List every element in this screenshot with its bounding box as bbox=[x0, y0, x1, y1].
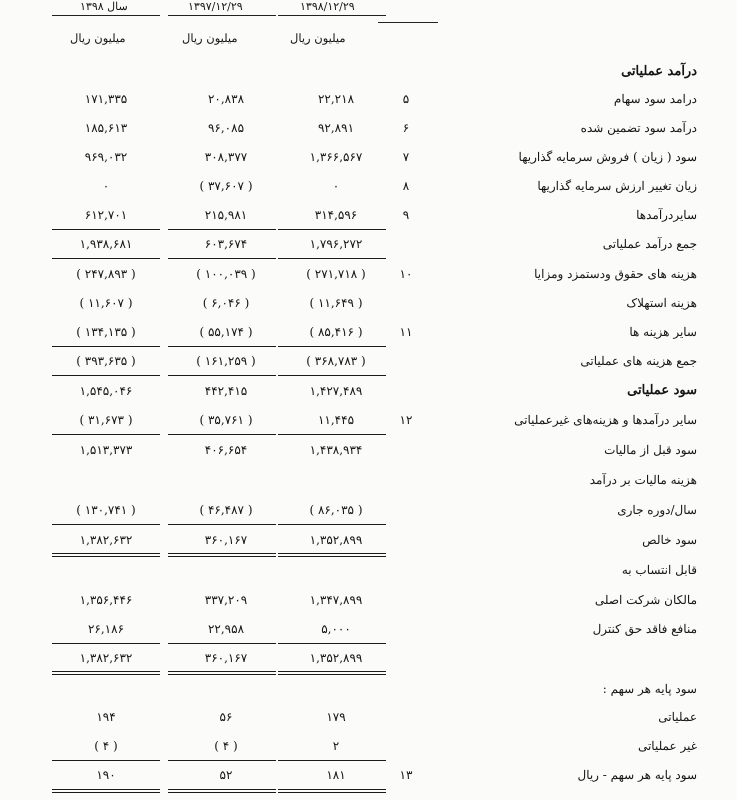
double-rule bbox=[278, 553, 386, 554]
row-label: درآمد عملیاتی bbox=[621, 64, 697, 79]
row-label: سود ( زیان ) فروش سرمایه گذاریها bbox=[518, 150, 697, 164]
value-1398-12-29: ( ۳۶۸,۷۸۳ ) bbox=[306, 354, 366, 368]
unit-label-3: میلیون ریال bbox=[290, 31, 346, 45]
value-1398-12-29: ۱,۴۳۸,۹۳۴ bbox=[309, 443, 363, 457]
subtotal-rule bbox=[52, 346, 160, 347]
value-1398-12-29: ۱,۳۶۶,۵۶۷ bbox=[309, 150, 363, 164]
double-rule bbox=[278, 671, 386, 672]
value-1398: ( ۱۳۴,۱۳۵ ) bbox=[76, 325, 136, 339]
note-number: ۱۰ bbox=[399, 267, 413, 281]
double-rule bbox=[52, 792, 160, 793]
row-dividend-income bbox=[0, 87, 737, 111]
row-attributable-heading bbox=[0, 558, 737, 582]
value-1398: ۱۸۵,۶۱۳ bbox=[84, 121, 128, 135]
value-1398: ۱,۵۱۳,۳۷۳ bbox=[79, 443, 133, 457]
row-label: هزینه مالیات بر درآمد bbox=[589, 473, 697, 487]
double-rule bbox=[168, 674, 276, 675]
value-1398: ( ۱۳۰,۷۴۱ ) bbox=[76, 503, 136, 517]
value-1398-12-29: ۱,۳۵۲,۸۹۹ bbox=[309, 651, 363, 665]
row-eps-total bbox=[0, 763, 737, 787]
value-1398-12-29: ۲۲,۲۱۸ bbox=[317, 92, 355, 106]
double-rule bbox=[278, 789, 386, 790]
value-1398: ۶۱۲,۷۰۱ bbox=[84, 208, 128, 222]
note-number: ۶ bbox=[402, 121, 410, 135]
value-1398: ۲۶,۱۸۶ bbox=[87, 622, 125, 636]
value-1397-12-29: ۳۶۰,۱۶۷ bbox=[204, 533, 248, 547]
subtotal-rule bbox=[168, 760, 276, 761]
subtotal-rule bbox=[168, 346, 276, 347]
row-label: سود پایه هر سهم : bbox=[602, 682, 697, 696]
value-1397-12-29: ( ۴۶,۴۸۷ ) bbox=[199, 503, 253, 517]
value-1397-12-29: ۳۶۰,۱۶۷ bbox=[204, 651, 248, 665]
row-label: سود قبل از مالیات bbox=[604, 443, 697, 457]
value-1397-12-29: ۴۰۶,۶۵۴ bbox=[204, 443, 248, 457]
row-label: هزینه های حقوق ودستمزد ومزایا bbox=[534, 267, 697, 281]
value-1398: ( ۴ ) bbox=[94, 739, 118, 753]
value-1398-12-29: ( ۸۶,۰۳۵ ) bbox=[309, 503, 363, 517]
value-1398-12-29: ۲ bbox=[332, 739, 340, 753]
row-label: سود پایه هر سهم - ریال bbox=[577, 768, 697, 782]
value-1398: ۱۷۱,۳۳۵ bbox=[84, 92, 128, 106]
value-1398: ( ۳۹۳,۶۳۵ ) bbox=[76, 354, 136, 368]
subtotal-rule bbox=[52, 760, 160, 761]
total-rule bbox=[52, 375, 160, 376]
value-1398: ۱۹۰ bbox=[96, 768, 116, 782]
subtotal-rule bbox=[278, 524, 386, 525]
value-1398-12-29: ۱,۳۵۲,۸۹۹ bbox=[309, 533, 363, 547]
value-1398-12-29: ۱,۳۴۷,۸۹۹ bbox=[309, 593, 363, 607]
double-rule bbox=[52, 789, 160, 790]
value-1398: ۱,۳۸۲,۶۳۲ bbox=[79, 651, 133, 665]
row-label: قابل انتساب به bbox=[621, 563, 697, 577]
value-1397-12-29: ( ۱۶۱,۲۵۹ ) bbox=[196, 354, 256, 368]
value-1398-12-29: ۵,۰۰۰ bbox=[321, 622, 351, 636]
value-1398: ۱,۹۳۸,۶۸۱ bbox=[79, 237, 133, 251]
row-parent-owners bbox=[0, 588, 737, 612]
value-1397-12-29: ۶۰۳,۶۷۴ bbox=[204, 237, 248, 251]
total-rule bbox=[168, 375, 276, 376]
value-1398: ( ۳۱,۶۷۳ ) bbox=[79, 413, 133, 427]
value-1398-12-29: ۹۲,۸۹۱ bbox=[317, 121, 355, 135]
value-1397-12-29: ۲۲,۹۵۸ bbox=[207, 622, 245, 636]
unit-label-2: میلیون ریال bbox=[182, 31, 238, 45]
header-divider-note bbox=[378, 22, 438, 23]
row-profit-before-tax bbox=[0, 438, 737, 462]
row-label: زیان تغییر ارزش سرمایه گذاریها bbox=[537, 179, 697, 193]
row-other-income bbox=[0, 203, 737, 227]
value-1397-12-29: ( ۶,۰۴۶ ) bbox=[202, 296, 250, 310]
double-rule bbox=[168, 553, 276, 554]
note-number: ۱۱ bbox=[399, 325, 413, 339]
value-1398: ۱,۳۵۶,۴۴۶ bbox=[79, 593, 133, 607]
note-number: ۷ bbox=[402, 150, 410, 164]
subtotal-rule bbox=[168, 643, 276, 644]
subtotal-rule bbox=[278, 346, 386, 347]
column-header-year: سال ۱۳۹۸ bbox=[80, 0, 128, 13]
subtotal-rule bbox=[278, 229, 386, 230]
value-1398-12-29: ۰ bbox=[332, 179, 340, 193]
double-rule bbox=[52, 671, 160, 672]
row-other-expenses bbox=[0, 320, 737, 344]
note-number: ۹ bbox=[402, 208, 410, 222]
value-1398-12-29: ۱,۷۹۶,۲۷۲ bbox=[309, 237, 363, 251]
note-number: ۱۲ bbox=[399, 413, 413, 427]
row-net-profit bbox=[0, 528, 737, 552]
subtotal-rule bbox=[278, 760, 386, 761]
double-rule bbox=[168, 789, 276, 790]
row-guaranteed-income bbox=[0, 116, 737, 140]
value-1397-12-29: ( ۵۵,۱۷۴ ) bbox=[199, 325, 253, 339]
value-1397-12-29: ۹۶,۰۸۵ bbox=[207, 121, 245, 135]
value-1398-12-29: ۱,۴۲۷,۴۸۹ bbox=[309, 384, 363, 398]
value-1398: ( ۲۴۷,۸۹۳ ) bbox=[76, 267, 136, 281]
header-divider-3 bbox=[278, 15, 386, 16]
total-rule bbox=[278, 375, 386, 376]
header-divider-1 bbox=[52, 15, 160, 16]
value-1398: ۹۶۹,۰۳۲ bbox=[84, 150, 128, 164]
double-rule bbox=[278, 674, 386, 675]
double-rule bbox=[278, 792, 386, 793]
value-1397-12-29: ۳۳۷,۲۰۹ bbox=[204, 593, 248, 607]
row-depreciation bbox=[0, 291, 737, 315]
row-label: سایردرآمدها bbox=[636, 208, 697, 222]
total-rule bbox=[278, 258, 386, 259]
header-divider-2 bbox=[168, 15, 276, 16]
row-label: سایر هزینه ها bbox=[629, 325, 697, 339]
row-total-operating-income bbox=[0, 232, 737, 256]
value-1398: ۱۹۴ bbox=[96, 710, 116, 724]
value-1397-12-29: ۲۰,۸۳۸ bbox=[207, 92, 245, 106]
note-number: ۵ bbox=[402, 92, 410, 106]
value-1397-12-29: ( ۱۰۰,۰۳۹ ) bbox=[196, 267, 256, 281]
value-1398: ( ۱۱,۶۰۷ ) bbox=[79, 296, 133, 310]
row-eps-operating bbox=[0, 705, 737, 729]
value-1397-12-29: ۵۶ bbox=[219, 710, 233, 724]
row-eps-heading bbox=[0, 677, 737, 701]
subtotal-rule bbox=[278, 643, 386, 644]
double-rule bbox=[52, 674, 160, 675]
subtotal-rule bbox=[52, 524, 160, 525]
row-label: سال/دوره جاری bbox=[617, 503, 697, 517]
value-1397-12-29: ۲۱۵,۹۸۱ bbox=[204, 208, 248, 222]
subtotal-rule bbox=[52, 229, 160, 230]
subtotal-rule bbox=[168, 524, 276, 525]
unit-label-1: میلیون ریال bbox=[70, 31, 126, 45]
row-label: سایر درآمدها و هزینه‌های غیرعملیاتی bbox=[514, 413, 697, 427]
row-label: سود عملیاتی bbox=[627, 383, 697, 398]
column-header-date-current: ۱۳۹۸/۱۲/۲۹ bbox=[300, 0, 355, 13]
value-1397-12-29: ۳۰۸,۳۷۷ bbox=[204, 150, 248, 164]
row-label: درآمد سود تضمین شده bbox=[580, 121, 697, 135]
row-operating-profit bbox=[0, 379, 737, 403]
row-attributable-total bbox=[0, 646, 737, 670]
row-salary-expenses bbox=[0, 262, 737, 286]
column-header-date-prior: ۱۳۹۷/۱۲/۲۹ bbox=[188, 0, 243, 13]
row-eps-non-operating bbox=[0, 734, 737, 758]
value-1398: ۰ bbox=[102, 179, 110, 193]
row-label: عملیاتی bbox=[658, 710, 697, 724]
double-rule bbox=[168, 671, 276, 672]
value-1398-12-29: ۱۸۱ bbox=[326, 768, 346, 782]
value-1397-12-29: ( ۳۷,۶۰۷ ) bbox=[199, 179, 253, 193]
row-label: مالکان شرکت اصلی bbox=[594, 593, 697, 607]
total-rule bbox=[168, 258, 276, 259]
note-number: ۱۳ bbox=[399, 768, 413, 782]
value-1398-12-29: ( ۱۱,۶۴۹ ) bbox=[309, 296, 363, 310]
double-rule bbox=[52, 553, 160, 554]
row-non-operating-items bbox=[0, 408, 737, 432]
subtotal-rule bbox=[168, 229, 276, 230]
note-number: ۸ bbox=[402, 179, 410, 193]
value-1397-12-29: ( ۳۵,۷۶۱ ) bbox=[199, 413, 253, 427]
value-1397-12-29: ۵۲ bbox=[219, 768, 233, 782]
value-1398-12-29: ۳۱۴,۵۹۶ bbox=[314, 208, 358, 222]
subtotal-rule bbox=[168, 434, 276, 435]
row-label: غیر عملیاتی bbox=[637, 739, 697, 753]
value-1398: ۱,۳۸۲,۶۳۲ bbox=[79, 533, 133, 547]
row-label: منافع فاقد حق کنترل bbox=[592, 622, 697, 636]
row-label: سود خالص bbox=[642, 533, 697, 547]
total-rule bbox=[52, 258, 160, 259]
value-1397-12-29: ۴۴۲,۴۱۵ bbox=[204, 384, 248, 398]
row-current-year-tax bbox=[0, 498, 737, 522]
row-label: هزینه استهلاک bbox=[626, 296, 697, 310]
row-investment-value-change bbox=[0, 174, 737, 198]
value-1397-12-29: ( ۴ ) bbox=[214, 739, 238, 753]
subtotal-rule bbox=[52, 643, 160, 644]
row-label: جمع هزینه های عملیاتی bbox=[580, 354, 697, 368]
value-1398-12-29: ۱۱,۴۴۵ bbox=[317, 413, 355, 427]
value-1398-12-29: ۱۷۹ bbox=[326, 710, 346, 724]
row-non-controlling-interest bbox=[0, 617, 737, 641]
row-operating-income-heading bbox=[0, 60, 737, 84]
row-investment-sales-gain bbox=[0, 145, 737, 169]
row-total-operating-expenses bbox=[0, 349, 737, 373]
double-rule bbox=[168, 792, 276, 793]
value-1398: ۱,۵۴۵,۰۴۶ bbox=[79, 384, 133, 398]
value-1398-12-29: ( ۸۵,۴۱۶ ) bbox=[309, 325, 363, 339]
subtotal-rule bbox=[278, 434, 386, 435]
row-label: درامد سود سهام bbox=[613, 92, 697, 106]
subtotal-rule bbox=[52, 434, 160, 435]
value-1398-12-29: ( ۲۷۱,۷۱۸ ) bbox=[306, 267, 366, 281]
row-label: جمع درآمد عملیاتی bbox=[602, 237, 697, 251]
row-income-tax-heading bbox=[0, 468, 737, 492]
